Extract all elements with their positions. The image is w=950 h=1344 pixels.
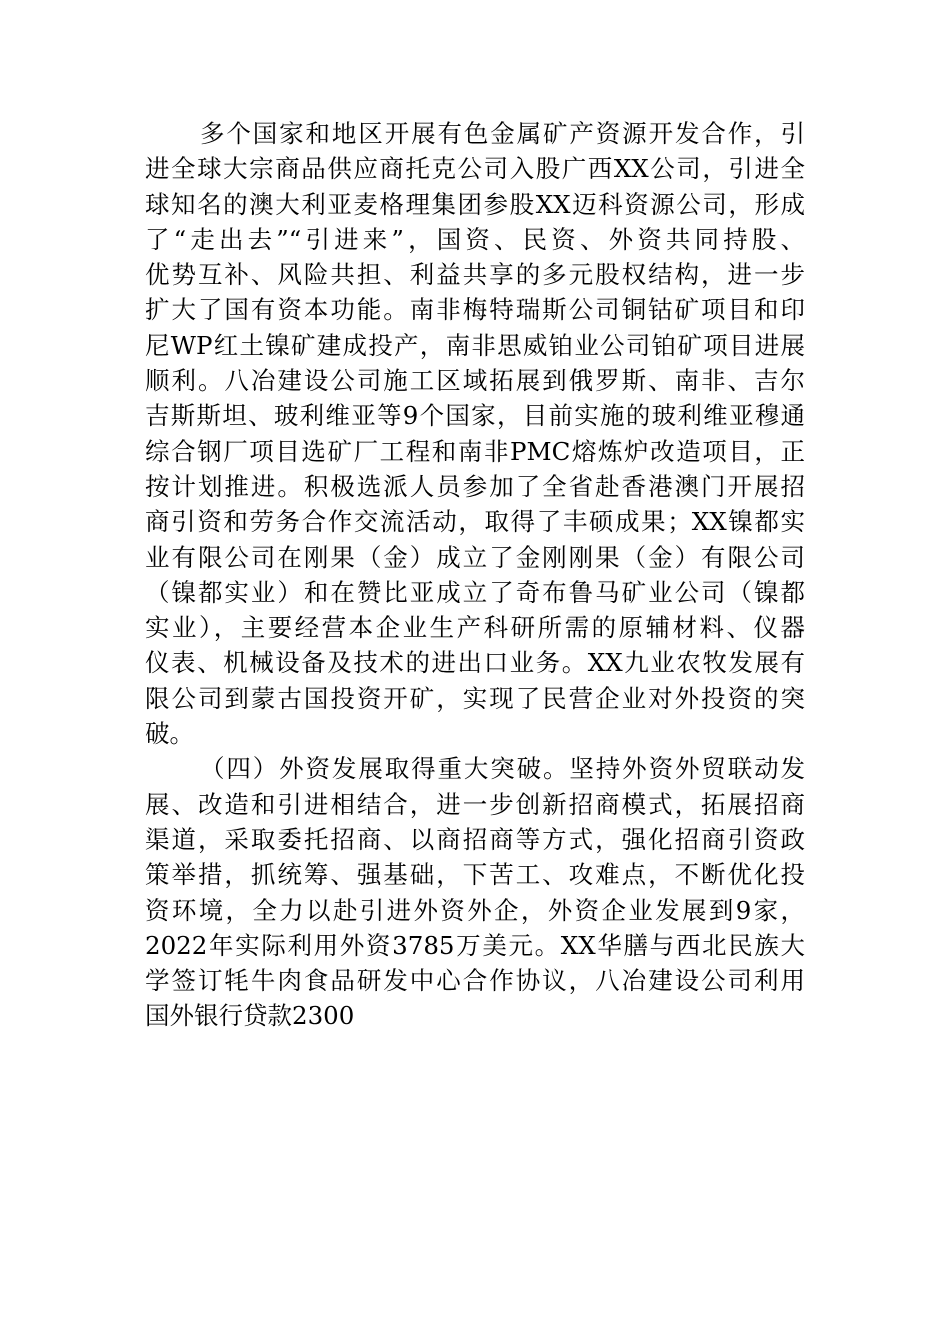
text-line: 破。 <box>145 719 194 749</box>
text-line: （镍都实业）和在赞比亚成立了奇布鲁马矿业公司（镍都 <box>145 577 805 607</box>
text-line: 扩大了国有资本功能。南非梅特瑞斯公司铜钴矿项目和印 <box>145 295 805 325</box>
text-line: 按计划推进。积极选派人员参加了全省赴香港澳门开展招 <box>145 471 805 501</box>
text-line: 国外银行贷款2300 <box>145 1001 355 1031</box>
text-line: 尼WP红土镍矿建成投产，南非思威铂业公司铂矿项目进展 <box>145 330 805 360</box>
text-line: 限公司到蒙古国投资开矿，实现了民营企业对外投资的突 <box>145 683 805 713</box>
text-line: 综合钢厂项目选矿厂工程和南非PMC熔炼炉改造项目，正 <box>145 436 805 466</box>
text-line: 实业），主要经营本企业生产科研所需的原辅材料、仪器 <box>145 613 805 643</box>
paragraph-2 <box>145 751 805 1033</box>
text-line: 仪表、机械设备及技术的进出口业务。XX九业农牧发展有 <box>145 648 805 678</box>
text-line: 优势互补、风险共担、利益共享的多元股权结构，进一步 <box>145 260 805 290</box>
text-line: 吉斯斯坦、玻利维亚等9个国家，目前实施的玻利维亚穆通 <box>145 401 805 431</box>
section-heading-line: （四）外资发展取得重大突破。坚持外资外贸联动发 <box>200 754 805 784</box>
text-line: 展、改造和引进相结合，进一步创新招商模式，拓展招商 <box>145 789 805 819</box>
text-line: 渠道，采取委托招商、以商招商等方式，强化招商引资政 <box>145 824 805 854</box>
text-line: 业有限公司在刚果（金）成立了金刚刚果（金）有限公司 <box>145 542 805 572</box>
text-line: 学签订牦牛肉食品研发中心合作协议，八冶建设公司利用 <box>145 966 805 996</box>
text-line: 策举措，抓统筹、强基础，下苦工、攻难点，不断优化投 <box>145 860 805 890</box>
paragraph-1 <box>145 116 805 751</box>
text-line: 球知名的澳大利亚麦格理集团参股XX迈科资源公司，形成 <box>145 189 805 219</box>
text-line: 资环境，全力以赴引进外资外企，外资企业发展到9家， <box>145 895 805 925</box>
text-line: 多个国家和地区开展有色金属矿产资源开发合作，引 <box>200 119 805 148</box>
text-line: 了“走出去”“引进来”，国资、民资、外资共同持股、 <box>145 224 805 254</box>
text-line: 顺利。八冶建设公司施工区域拓展到俄罗斯、南非、吉尔 <box>145 366 805 396</box>
text-line: 商引资和劳务合作交流活动，取得了丰硕成果；XX镍都实 <box>145 507 805 537</box>
body-text <box>145 116 805 1034</box>
text-line: 2022年实际利用外资3785万美元。XX华膳与西北民族大 <box>145 930 805 960</box>
text-line: 进全球大宗商品供应商托克公司入股广西XX公司，引进全 <box>145 154 805 184</box>
